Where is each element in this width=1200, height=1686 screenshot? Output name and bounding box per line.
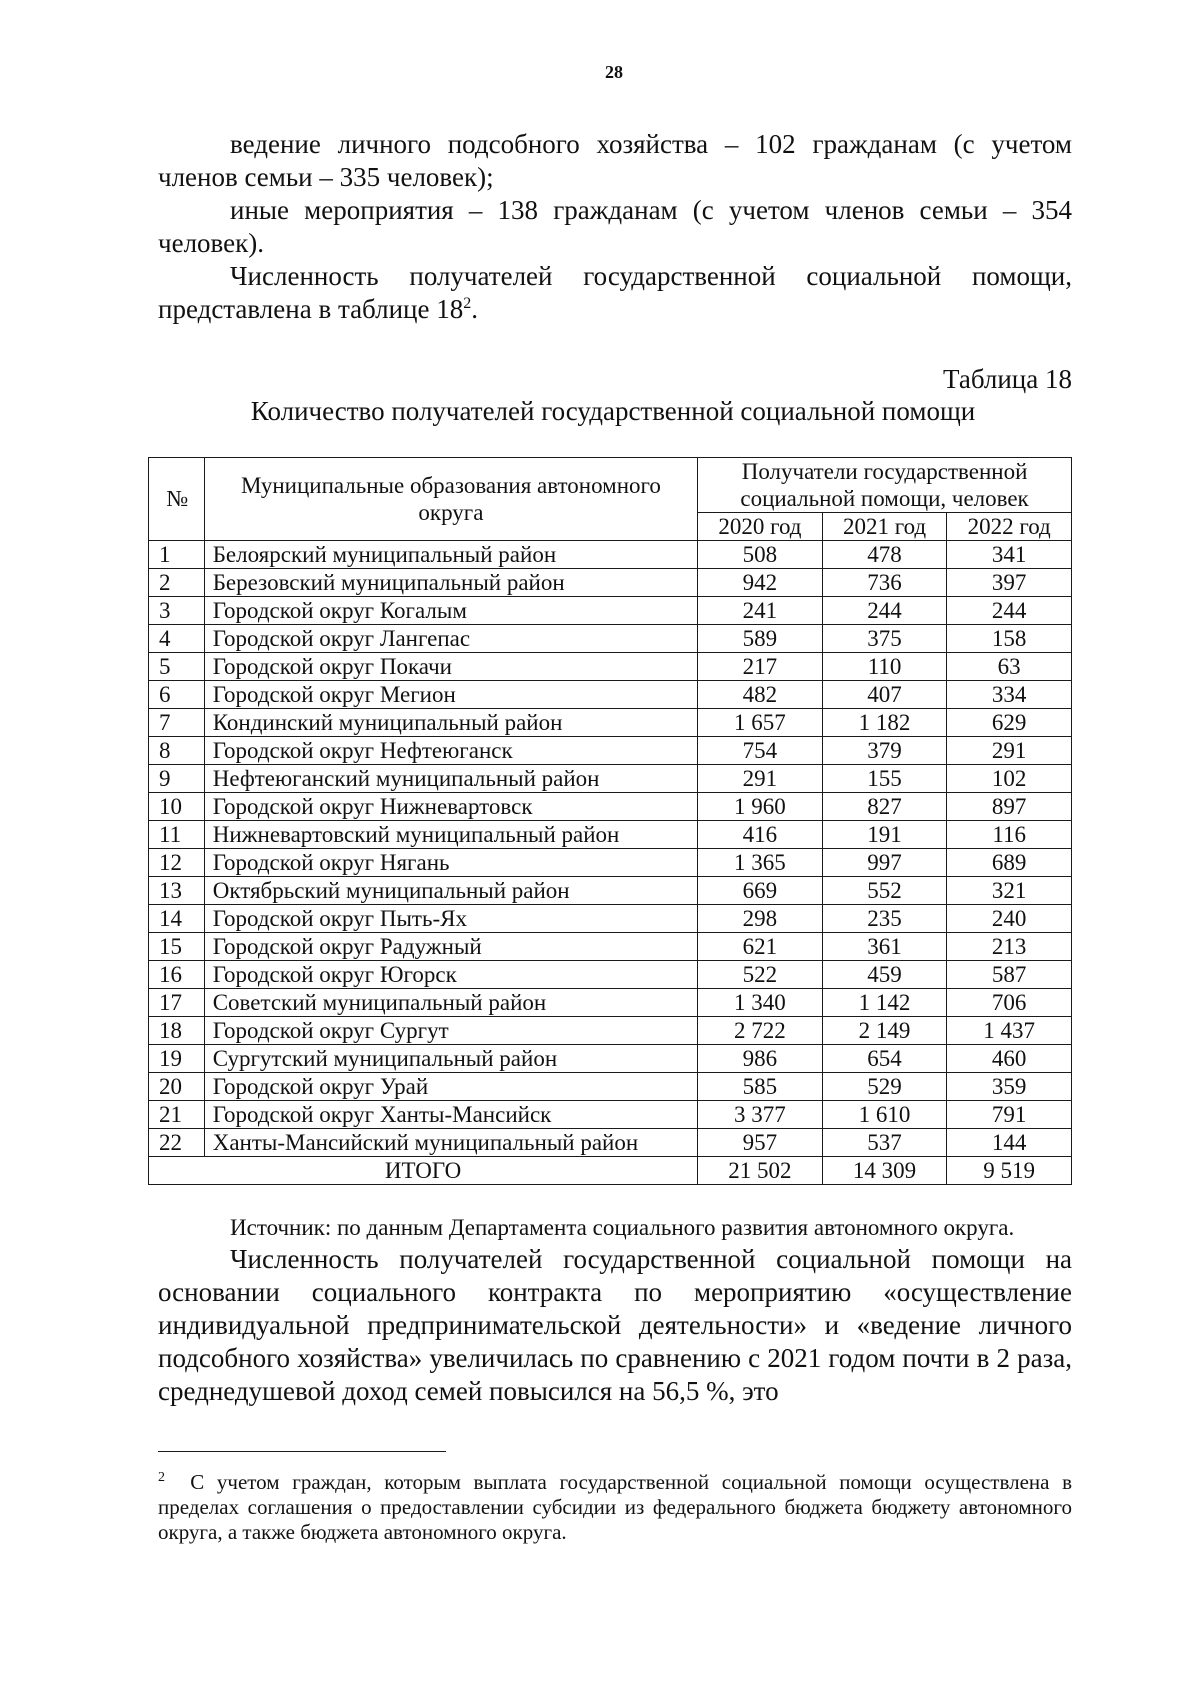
total-label: ИТОГО: [149, 1157, 698, 1185]
row-2021-cell: 1 182: [822, 709, 947, 737]
row-2021-cell: 537: [822, 1129, 947, 1157]
row-2021-cell: 244: [822, 597, 947, 625]
row-municipality-cell: Городской округ Урай: [204, 1073, 697, 1101]
table-row: [149, 989, 1072, 1017]
footnote-mark: 2: [158, 1470, 165, 1485]
paragraph-table-intro: [158, 260, 1072, 326]
row-2022-cell: 460: [947, 1045, 1072, 1073]
footnote-divider: [158, 1451, 446, 1452]
row-num-cell: 20: [149, 1073, 205, 1101]
row-2020-cell: 508: [698, 541, 823, 569]
row-num-cell: 13: [149, 877, 205, 905]
row-municipality-cell: Городской округ Когалым: [204, 597, 697, 625]
row-2022-cell: 240: [947, 905, 1072, 933]
paragraph-household: [158, 128, 1072, 194]
row-2022-cell: 116: [947, 821, 1072, 849]
row-2021-cell: 361: [822, 933, 947, 961]
row-municipality-cell: Городской округ Пыть-Ях: [204, 905, 697, 933]
table-row: [149, 625, 1072, 653]
row-2020-cell: 957: [698, 1129, 823, 1157]
row-2022-cell: 791: [947, 1101, 1072, 1129]
row-num-cell: 5: [149, 653, 205, 681]
row-2021-cell: 375: [822, 625, 947, 653]
total-row: [149, 1157, 1072, 1185]
row-2021-cell: 459: [822, 961, 947, 989]
row-2022-cell: 144: [947, 1129, 1072, 1157]
row-2021-cell: 2 149: [822, 1017, 947, 1045]
total-2021: 14 309: [822, 1157, 947, 1185]
row-2022-cell: 629: [947, 709, 1072, 737]
paragraph-text: Численность получателей государственной социальной помощи на основании социального контракта по мероприятию «осуществление индивидуальной предпринимательской деятельности» и «ведение личного подсобного хозяйства» увеличилась по сравнению с 2021 годом почти в 2 раза, среднедушевой доход семей повысился на 56,5 %, это: [158, 1244, 1072, 1406]
row-2022-cell: 1 437: [947, 1017, 1072, 1045]
row-municipality-cell: Городской округ Нефтеюганск: [204, 737, 697, 765]
row-2021-cell: 407: [822, 681, 947, 709]
row-num-cell: 1: [149, 541, 205, 569]
row-2020-cell: 589: [698, 625, 823, 653]
table-title: Количество получателей государственной социальной помощи: [250, 396, 976, 426]
row-2022-cell: 102: [947, 765, 1072, 793]
row-2021-cell: 379: [822, 737, 947, 765]
row-num-cell: 16: [149, 961, 205, 989]
table-label: Таблица 18: [943, 364, 1072, 394]
paragraph-closing: [158, 1243, 1072, 1408]
table-row: [149, 709, 1072, 737]
row-num-cell: 15: [149, 933, 205, 961]
row-2020-cell: 2 722: [698, 1017, 823, 1045]
row-num-cell: 4: [149, 625, 205, 653]
row-2021-cell: 110: [822, 653, 947, 681]
row-municipality-cell: Нижневартовский муниципальный район: [204, 821, 697, 849]
paragraph-tail: .: [471, 294, 478, 324]
row-num-cell: 17: [149, 989, 205, 1017]
row-2020-cell: 1 657: [698, 709, 823, 737]
row-2021-cell: 736: [822, 569, 947, 597]
row-2020-cell: 669: [698, 877, 823, 905]
table-header: [149, 458, 1072, 541]
row-2021-cell: 997: [822, 849, 947, 877]
row-2021-cell: 552: [822, 877, 947, 905]
header-municipality: Муниципальные образования автономного округа: [204, 458, 697, 541]
row-2022-cell: 397: [947, 569, 1072, 597]
row-2022-cell: 321: [947, 877, 1072, 905]
row-2022-cell: 213: [947, 933, 1072, 961]
row-num-cell: 9: [149, 765, 205, 793]
row-num-cell: 6: [149, 681, 205, 709]
footnote-reference: 2: [463, 295, 472, 312]
row-2021-cell: 155: [822, 765, 947, 793]
table-row: [149, 597, 1072, 625]
header-recipients-group: Получатели государственной социальной помощи, человек: [698, 458, 1072, 513]
table-row: [149, 905, 1072, 933]
row-municipality-cell: Городской округ Радужный: [204, 933, 697, 961]
row-2022-cell: 689: [947, 849, 1072, 877]
row-2022-cell: 359: [947, 1073, 1072, 1101]
row-2021-cell: 478: [822, 541, 947, 569]
row-municipality-cell: Белоярский муниципальный район: [204, 541, 697, 569]
page-number: 28: [605, 62, 623, 82]
row-municipality-cell: Октябрьский муниципальный район: [204, 877, 697, 905]
row-2020-cell: 217: [698, 653, 823, 681]
row-num-cell: 14: [149, 905, 205, 933]
table-row: [149, 737, 1072, 765]
row-2021-cell: 654: [822, 1045, 947, 1073]
row-municipality-cell: Городской округ Ханты-Мансийск: [204, 1101, 697, 1129]
table-row: [149, 821, 1072, 849]
row-num-cell: 3: [149, 597, 205, 625]
row-2020-cell: 1 340: [698, 989, 823, 1017]
row-municipality-cell: Городской округ Югорск: [204, 961, 697, 989]
row-municipality-cell: Городской округ Покачи: [204, 653, 697, 681]
table-footer: [149, 1157, 1072, 1185]
table-row: [149, 653, 1072, 681]
row-2022-cell: 158: [947, 625, 1072, 653]
total-2022: 9 519: [947, 1157, 1072, 1185]
row-municipality-cell: Советский муниципальный район: [204, 989, 697, 1017]
row-2021-cell: 827: [822, 793, 947, 821]
row-2020-cell: 585: [698, 1073, 823, 1101]
row-2020-cell: 942: [698, 569, 823, 597]
row-num-cell: 11: [149, 821, 205, 849]
table-row: [149, 1101, 1072, 1129]
row-2020-cell: 298: [698, 905, 823, 933]
row-municipality-cell: Сургутский муниципальный район: [204, 1045, 697, 1073]
row-2021-cell: 1 142: [822, 989, 947, 1017]
row-2022-cell: 334: [947, 681, 1072, 709]
row-2022-cell: 706: [947, 989, 1072, 1017]
row-2020-cell: 1 365: [698, 849, 823, 877]
row-2022-cell: 587: [947, 961, 1072, 989]
row-2022-cell: 897: [947, 793, 1072, 821]
row-2021-cell: 529: [822, 1073, 947, 1101]
paragraph-text: иные мероприятия – 138 гражданам (с учетом членов семьи – 354 человек).: [158, 195, 1072, 258]
row-2020-cell: 1 960: [698, 793, 823, 821]
table-source-note: Источник: по данным Департамента социального развития автономного округа.: [230, 1215, 1015, 1240]
footnote: [158, 1470, 1072, 1545]
row-municipality-cell: Ханты-Мансийский муниципальный район: [204, 1129, 697, 1157]
row-municipality-cell: Городской округ Нягань: [204, 849, 697, 877]
header-year-2020: 2020 год: [698, 513, 823, 541]
header-row: [149, 458, 1072, 513]
row-2021-cell: 235: [822, 905, 947, 933]
row-2020-cell: 754: [698, 737, 823, 765]
header-num: №: [149, 458, 205, 541]
table-row: [149, 1129, 1072, 1157]
header-year-2021: 2021 год: [822, 513, 947, 541]
row-2020-cell: 522: [698, 961, 823, 989]
row-num-cell: 10: [149, 793, 205, 821]
row-num-cell: 8: [149, 737, 205, 765]
table-row: [149, 849, 1072, 877]
row-municipality-cell: Кондинский муниципальный район: [204, 709, 697, 737]
row-municipality-cell: Березовский муниципальный район: [204, 569, 697, 597]
table-body: [149, 541, 1072, 1157]
row-2020-cell: 986: [698, 1045, 823, 1073]
paragraph-other-activities: [158, 194, 1072, 260]
row-municipality-cell: Городской округ Лангепас: [204, 625, 697, 653]
table-row: [149, 933, 1072, 961]
table-row: [149, 765, 1072, 793]
row-municipality-cell: Городской округ Мегион: [204, 681, 697, 709]
table-row: [149, 541, 1072, 569]
row-2021-cell: 191: [822, 821, 947, 849]
row-2022-cell: 291: [947, 737, 1072, 765]
paragraph-text: ведение личного подсобного хозяйства – 102 гражданам (с учетом членов семьи – 335 человек);: [158, 129, 1072, 192]
table-row: [149, 877, 1072, 905]
total-2020: 21 502: [698, 1157, 823, 1185]
footnote-text: С учетом граждан, которым выплата государственной социальной помощи осуществлена в пределах соглашения о предоставлении субсидии из федерального бюджета бюджету автономного округа, а также бюджета автономного округа.: [158, 1470, 1072, 1544]
row-num-cell: 7: [149, 709, 205, 737]
row-2020-cell: 291: [698, 765, 823, 793]
table-row: [149, 1073, 1072, 1101]
table-row: [149, 681, 1072, 709]
table-row: [149, 1017, 1072, 1045]
row-municipality-cell: Нефтеюганский муниципальный район: [204, 765, 697, 793]
row-2022-cell: 63: [947, 653, 1072, 681]
table-row: [149, 569, 1072, 597]
row-num-cell: 22: [149, 1129, 205, 1157]
row-2020-cell: 3 377: [698, 1101, 823, 1129]
table-row: [149, 1045, 1072, 1073]
recipients-table: [148, 457, 1072, 1185]
row-2022-cell: 244: [947, 597, 1072, 625]
table-row: [149, 961, 1072, 989]
row-municipality-cell: Городской округ Сургут: [204, 1017, 697, 1045]
row-num-cell: 18: [149, 1017, 205, 1045]
row-num-cell: 19: [149, 1045, 205, 1073]
row-2020-cell: 621: [698, 933, 823, 961]
row-municipality-cell: Городской округ Нижневартовск: [204, 793, 697, 821]
row-2020-cell: 241: [698, 597, 823, 625]
row-num-cell: 21: [149, 1101, 205, 1129]
row-2022-cell: 341: [947, 541, 1072, 569]
table-row: [149, 793, 1072, 821]
row-2020-cell: 482: [698, 681, 823, 709]
header-year-2022: 2022 год: [947, 513, 1072, 541]
row-2020-cell: 416: [698, 821, 823, 849]
row-num-cell: 2: [149, 569, 205, 597]
row-2021-cell: 1 610: [822, 1101, 947, 1129]
paragraph-text: Численность получателей государственной социальной помощи, представлена в таблице 18: [158, 261, 1072, 324]
row-num-cell: 12: [149, 849, 205, 877]
